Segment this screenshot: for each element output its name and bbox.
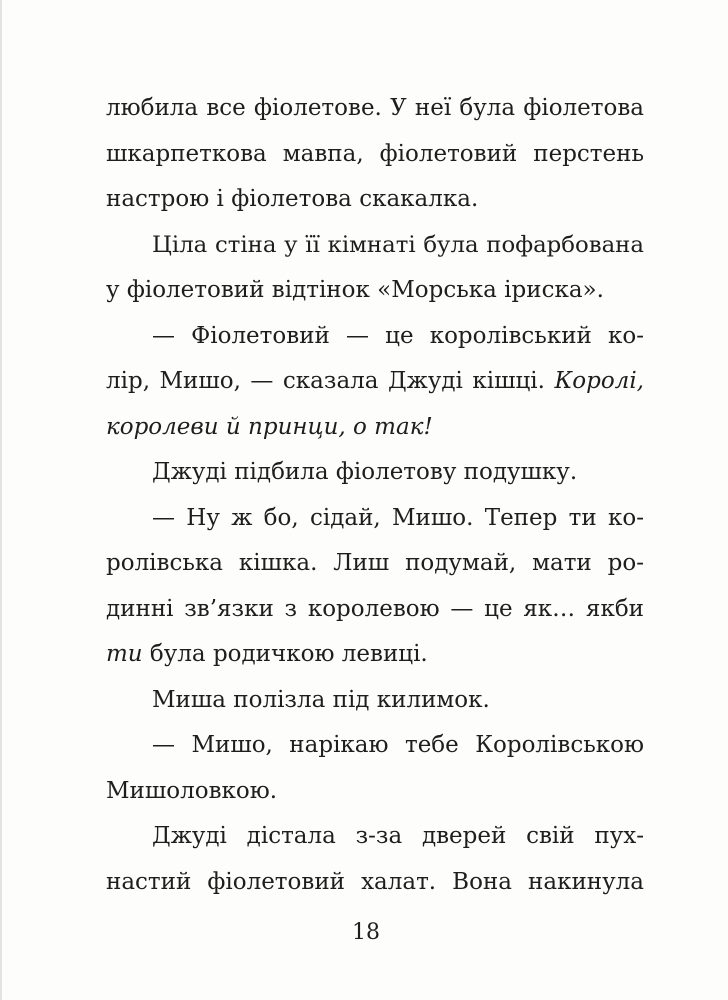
text-line-7-italic: Королі, — [554, 368, 644, 394]
text-line-3: настрою і фіолетова скакалка. — [106, 186, 479, 212]
text-line-4: Ціла стіна у її кімнаті була пофарбована — [152, 231, 644, 258]
body-text — [106, 86, 644, 905]
page-number: 18 — [352, 920, 380, 945]
text-line-14: Миша полізла під килимок. — [152, 686, 490, 713]
text-line-13 — [106, 632, 644, 678]
text-line-7-regular: лір, Мишо, — сказала Джуді кішці. — [106, 368, 555, 394]
text-line-12: динні зв’язки з королевою — це як… якби — [106, 595, 644, 622]
text-line-11: ролівська кішка. Лиш подумай, мати ро- — [106, 550, 644, 576]
text-line-17: Джуді дістала з-за дверей свій пух- — [152, 823, 644, 849]
text-line-1: любила все фіолетове. У неї була фіолетова — [106, 95, 644, 121]
text-line-18: настий фіолетовий халат. Вона накинула — [106, 868, 644, 895]
text-line-13-italic: ти — [106, 641, 143, 667]
text-line-8: королеви й принци, о так! — [106, 413, 433, 440]
text-line-10: — Ну ж бо, сідай, Мишо. Тепер ти ко- — [152, 504, 644, 531]
text-line-9: Джуді підбила фіолетову подушку. — [152, 459, 578, 485]
text-line-2: шкарпеткова мавпа, фіолетовий перстень — [106, 140, 644, 167]
text-line-5: у фіолетовий відтінок «Морська іриска». — [106, 277, 604, 303]
text-line-13-regular: була родичкою левиці. — [142, 641, 428, 667]
text-line-15: — Мишо, нарікаю тебе Королівською — [152, 732, 644, 758]
text-line-6: — Фіолетовий — це королівський ко- — [152, 322, 644, 349]
text-line-7 — [106, 359, 644, 405]
text-line-16: Мишоловкою. — [106, 777, 278, 804]
